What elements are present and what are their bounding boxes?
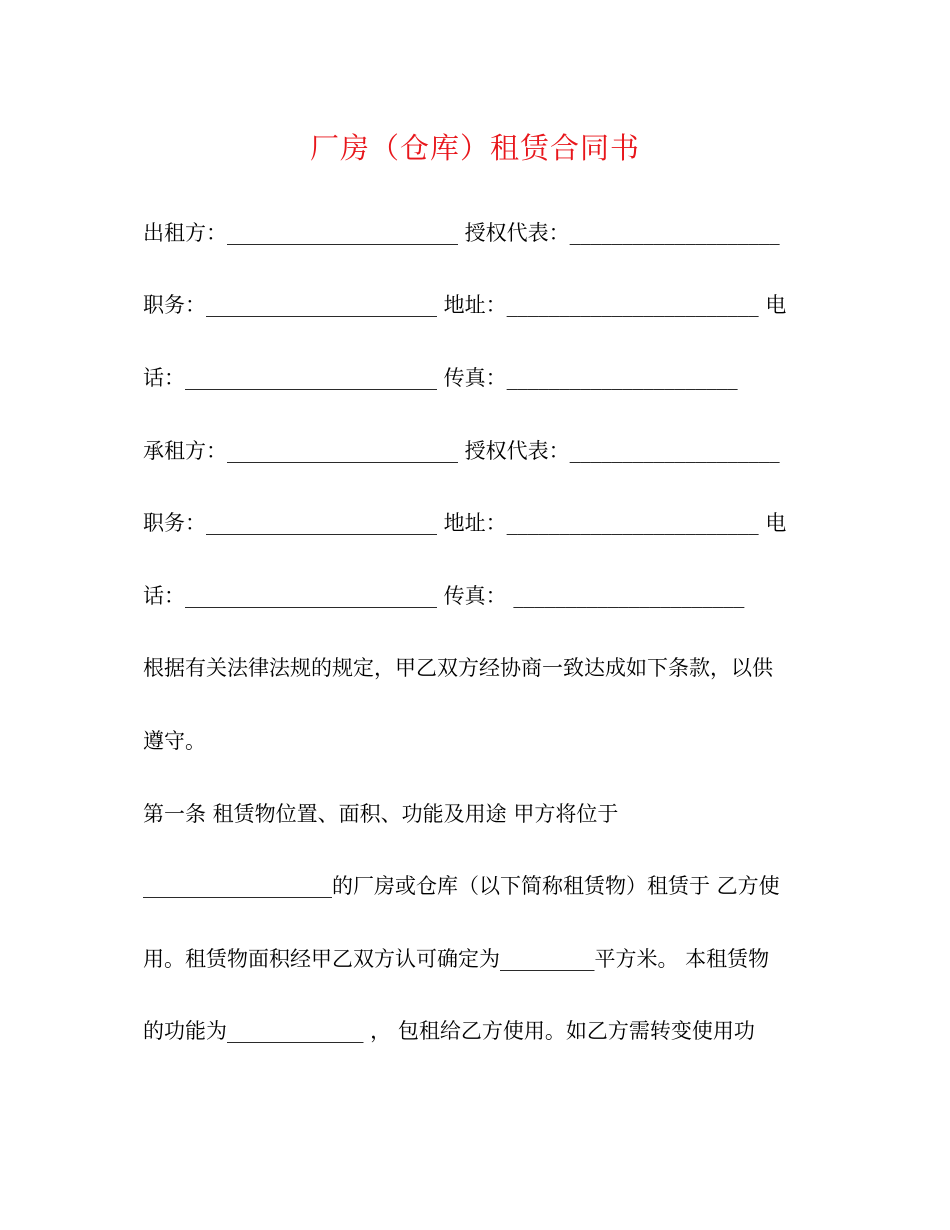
lessor-position-address-line: 职务：______________________ 地址：________________________ 电 xyxy=(143,293,787,317)
lessee-position-address-line: 职务：______________________ 地址：________________________ 电 xyxy=(143,511,787,535)
preamble-line-2: 遵守。 xyxy=(143,729,206,753)
lessee-phone-fax-line: 话：________________________ 传真： ______________________ xyxy=(143,584,745,608)
preamble-line-1: 根据有关法律法规的规定，甲乙双方经协商一致达成如下条款，以供 xyxy=(143,656,773,680)
article-1-line-3: 用。租赁物面积经甲乙双方认可确定为_________平方米。 本租赁物 xyxy=(143,947,770,971)
lessor-phone-fax-line: 话：________________________ 传真：______________________ xyxy=(143,366,738,390)
article-1-heading: 第一条 租赁物位置、面积、功能及用途 甲方将位于 xyxy=(143,802,619,826)
document-title: 厂房（仓库）租赁合同书 xyxy=(309,131,640,165)
lessee-line: 承租方：______________________ 授权代表：____________________ xyxy=(143,439,780,463)
lessor-line: 出租方：______________________ 授权代表：____________________ xyxy=(143,221,780,245)
article-1-line-2: __________________的厂房或仓库（以下简称租赁物）租赁于 乙方使 xyxy=(143,874,780,898)
article-1-line-4: 的功能为_____________ ， 包租给乙方使用。如乙方需转变使用功 xyxy=(143,1019,755,1043)
